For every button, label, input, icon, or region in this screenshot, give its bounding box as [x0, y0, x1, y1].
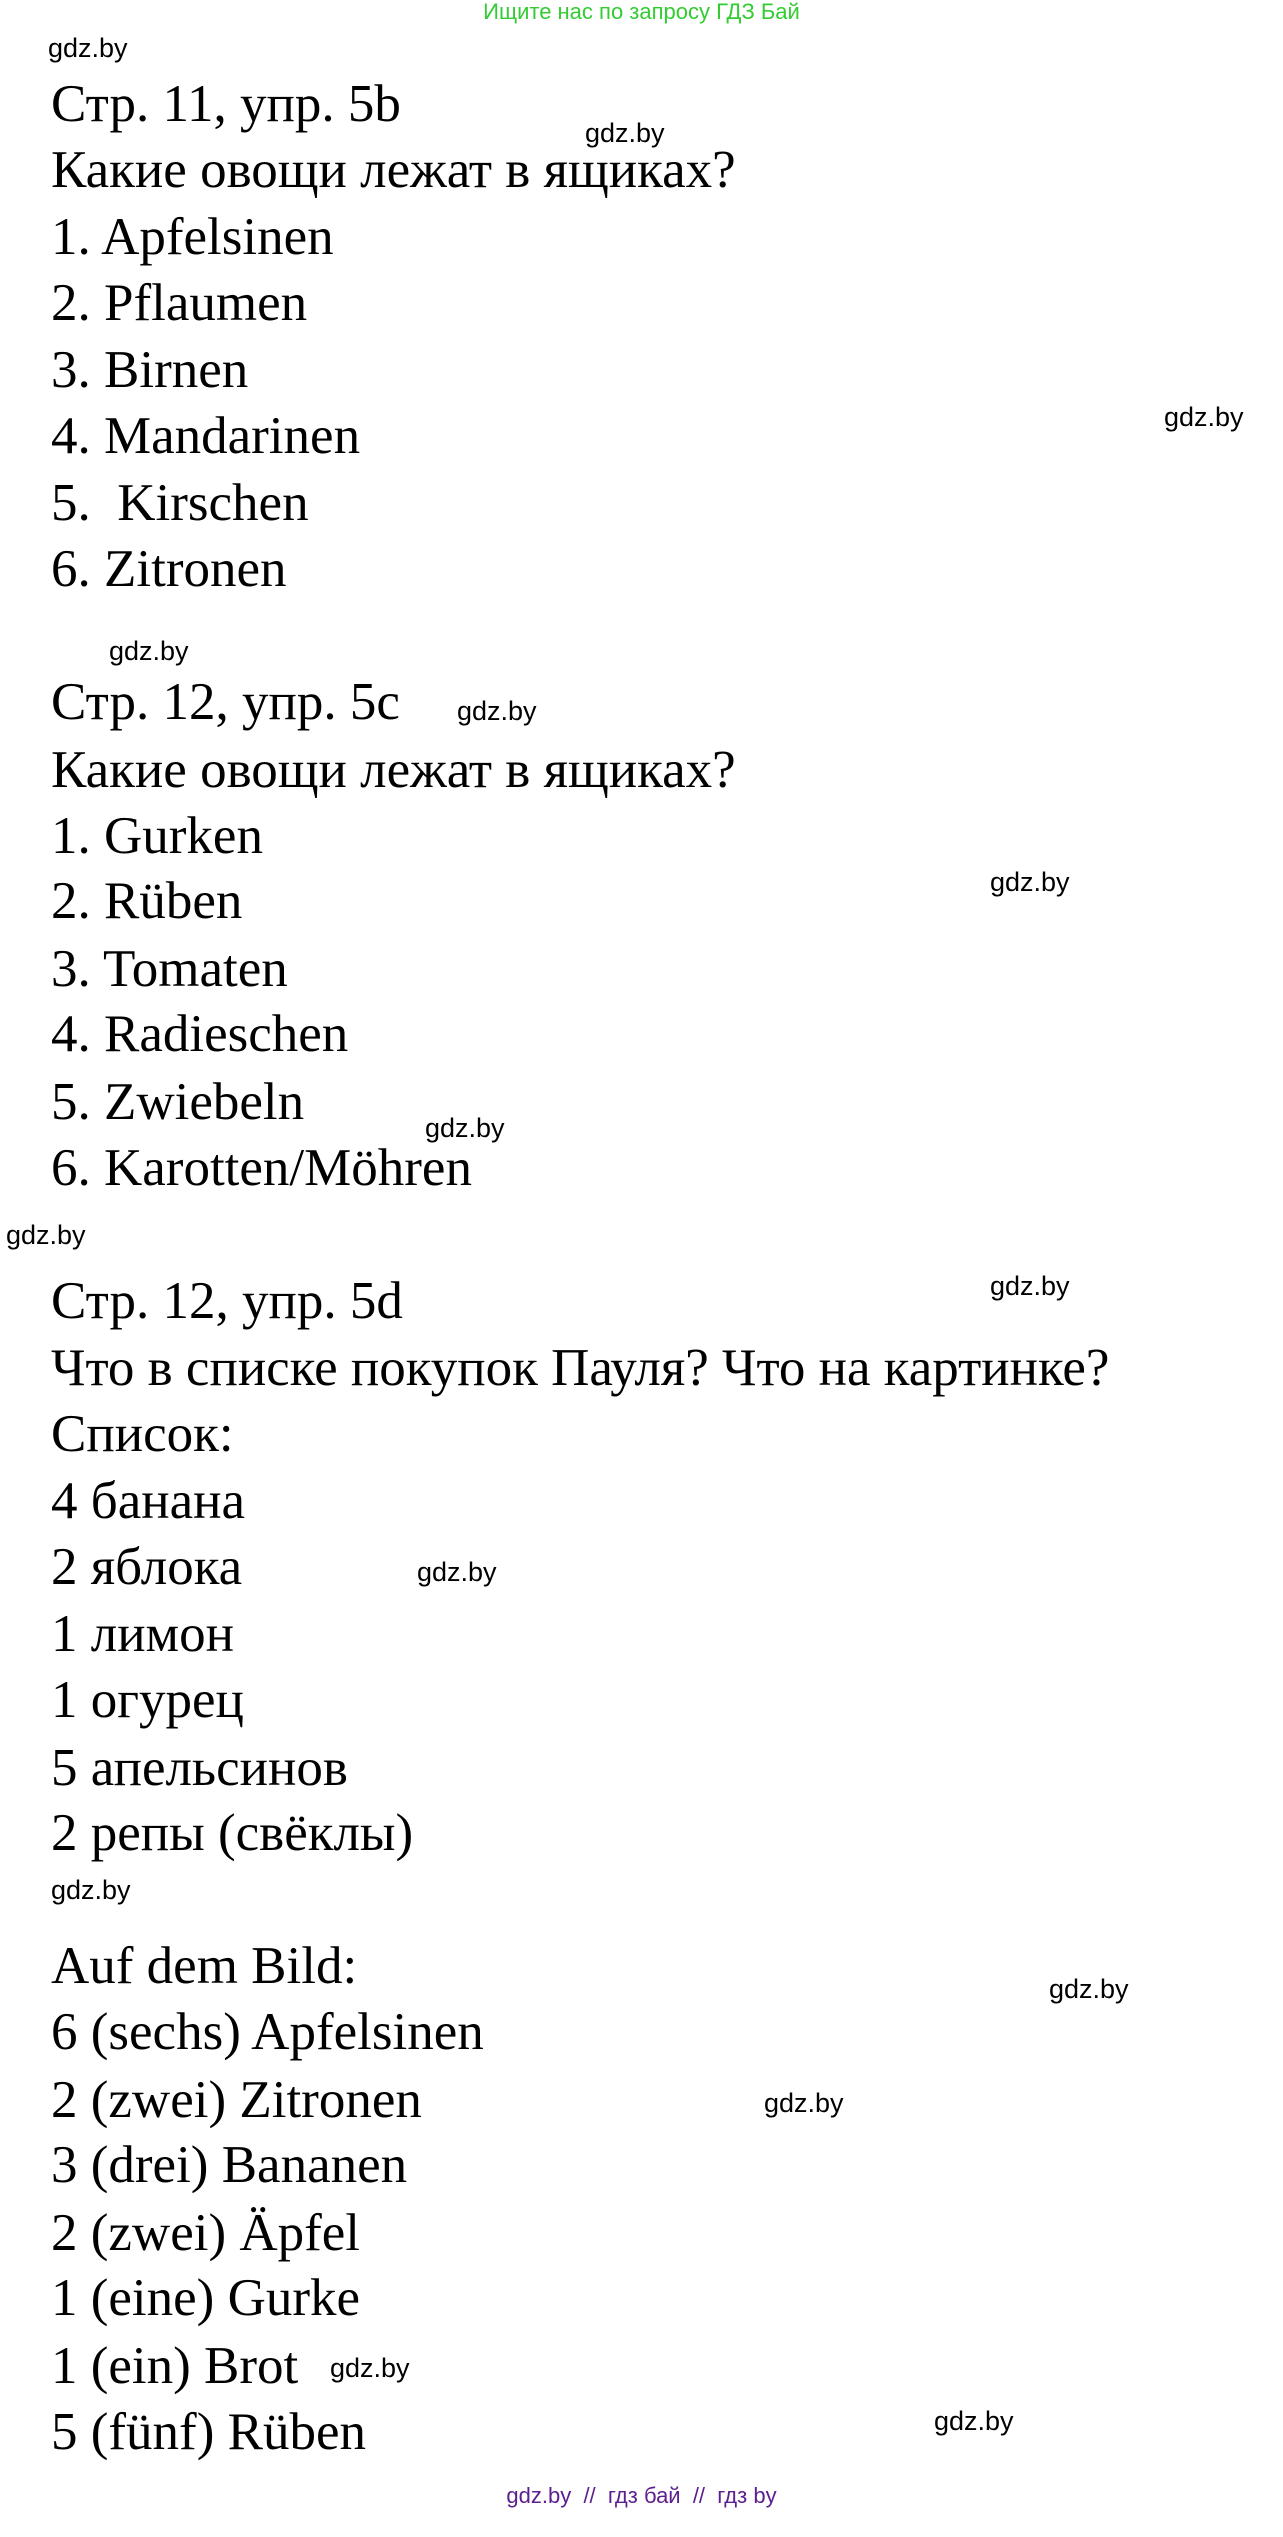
question: Что в списке покупок Пауля? Что на картинке?: [51, 1339, 1110, 1397]
watermark: gdz.by: [457, 696, 537, 726]
list-item: 5 апельсинов: [51, 1739, 348, 1797]
list-item: 2. Rüben: [51, 872, 243, 930]
list-item: 2 яблока: [51, 1538, 243, 1596]
list-item: 2 (zwei) Zitronen: [51, 2071, 422, 2129]
list-item: 6. Karotten/Möhren: [51, 1139, 472, 1197]
section-title: Стр. 12, упр. 5d: [51, 1272, 403, 1330]
watermark: gdz.by: [1164, 402, 1244, 432]
list-label: Список:: [51, 1405, 234, 1463]
list-item: 1 лимон: [51, 1605, 234, 1663]
header-banner[interactable]: Ищите нас по запросу ГДЗ Бай: [483, 0, 800, 24]
watermark: gdz.by: [585, 118, 665, 148]
list-item: 6 (sechs) Apfelsinen: [51, 2003, 484, 2061]
list-item: 1 (eine) Gurke: [51, 2269, 361, 2327]
list-item: 3. Birnen: [51, 341, 249, 399]
list-item: 6. Zitronen: [51, 540, 287, 598]
section-title: Стр. 12, упр. 5c: [51, 673, 400, 731]
list-item: 1. Gurken: [51, 807, 263, 865]
watermark: gdz.by: [6, 1220, 86, 1250]
list-item: 1. Apfelsinen: [51, 208, 334, 266]
list-item: 3 (drei) Bananen: [51, 2136, 408, 2194]
watermark: gdz.by: [109, 636, 189, 666]
list-item: 4. Radieschen: [51, 1005, 349, 1063]
list-item: 5. Zwiebeln: [51, 1073, 305, 1131]
list-item: 1 (ein) Brot: [51, 2337, 299, 2395]
watermark: gdz.by: [48, 33, 128, 63]
watermark: gdz.by: [51, 1875, 131, 1905]
list-item: 2. Pflaumen: [51, 274, 308, 332]
list-item: 4. Mandarinen: [51, 407, 361, 465]
list-item: 3. Tomaten: [51, 940, 288, 998]
watermark: gdz.by: [425, 1113, 505, 1143]
watermark: gdz.by: [990, 867, 1070, 897]
section-title: Стр. 11, упр. 5b: [51, 75, 401, 133]
question: Какие овощи лежат в ящиках?: [51, 741, 736, 799]
list-item: 2 репы (свёклы): [51, 1804, 414, 1862]
list-item: 2 (zwei) Äpfel: [51, 2204, 361, 2262]
watermark: gdz.by: [990, 1271, 1070, 1301]
watermark: gdz.by: [417, 1557, 497, 1587]
picture-label: Auf dem Bild:: [51, 1937, 358, 1995]
list-item: 5 (fünf) Rüben: [51, 2403, 366, 2461]
watermark: gdz.by: [1049, 1974, 1129, 2004]
footer-banner[interactable]: gdz.by // гдз бай // гдз by: [506, 2483, 777, 2508]
list-item: 1 огурец: [51, 1671, 244, 1729]
watermark: gdz.by: [934, 2406, 1014, 2436]
watermark: gdz.by: [764, 2088, 844, 2118]
list-item: 5. Kirschen: [51, 474, 309, 532]
list-item: 4 банана: [51, 1472, 246, 1530]
question: Какие овощи лежат в ящиках?: [51, 141, 736, 199]
watermark: gdz.by: [330, 2353, 410, 2383]
